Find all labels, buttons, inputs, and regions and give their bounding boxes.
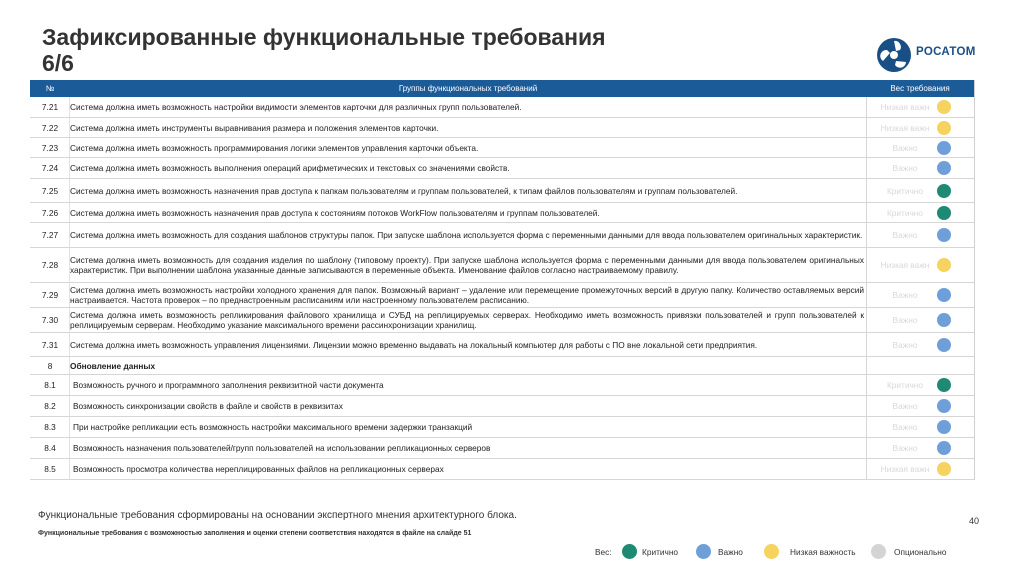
row-weight-cell [866, 97, 975, 117]
row-weight-dot [937, 121, 951, 135]
row-text: Система должна иметь возможность выполнения операций арифметических и текстовых со значениями свойств. [70, 163, 510, 173]
row-weight-dot [937, 100, 951, 114]
table-row [30, 248, 974, 283]
row-weight-cell [866, 118, 975, 137]
row-weight-label: Низкая важн [880, 260, 930, 270]
row-text: Возможность назначения пользователей/групп пользователей на использовании репликационных серверов [73, 443, 491, 453]
row-number: 7.21 [41, 102, 59, 112]
row-weight-label: Важно [892, 290, 918, 300]
row-weight-dot [937, 206, 951, 220]
row-number: 8.2 [44, 401, 56, 411]
row-text: Возможность ручного и программного заполнения реквизитной части документа [73, 380, 384, 390]
row-number: 7.24 [41, 163, 59, 173]
row-text: Система должна иметь возможность назначения прав доступа к папкам пользователям и группам пользователей, к типам файлов пользователям и группам пользователей. [70, 185, 738, 196]
row-weight-cell [866, 357, 975, 374]
table-row [30, 396, 974, 417]
table-header [30, 80, 974, 97]
row-weight-cell [866, 308, 975, 332]
row-weight-label: Важно [892, 339, 918, 350]
row-number: 7.31 [41, 339, 59, 350]
row-weight-cell [866, 158, 975, 178]
page-title-line2: 6/6 [42, 50, 74, 76]
row-number: 7.29 [41, 290, 59, 300]
row-number: 8.1 [44, 380, 56, 390]
row-weight-cell [866, 396, 975, 416]
table-row [30, 158, 974, 179]
row-text: Система должна иметь возможность настройки видимости элементов карточки для различных групп пользователей. [70, 102, 522, 112]
row-weight-dot [937, 378, 951, 392]
legend-low-dot [764, 544, 779, 559]
row-weight-dot [937, 462, 951, 476]
row-weight-label: Критично [886, 207, 924, 218]
row-number: 7.30 [41, 315, 59, 325]
row-weight-dot [937, 441, 951, 455]
table-row [30, 97, 974, 118]
row-text: Возможность синхронизации свойств в файле и свойств в реквизитах [73, 401, 343, 411]
row-weight-dot [937, 161, 951, 175]
row-number: 8.5 [44, 464, 56, 474]
legend-optional-label: Опционально [894, 547, 947, 557]
legend-critical-dot [622, 544, 637, 559]
row-weight-dot [937, 338, 951, 352]
row-number: 8.4 [44, 443, 56, 453]
row-weight-dot [937, 228, 951, 242]
row-number: 7.25 [41, 185, 59, 196]
row-number: 8.3 [44, 422, 56, 432]
table-row [30, 308, 974, 333]
header-group: Группы функциональных требований [398, 84, 538, 93]
legend-optional-dot [871, 544, 886, 559]
row-text: Система должна иметь возможность настройки холодного хранения для папок. Возможный вариант – удаление или перемещение промежуточных версий в другую папку. Количество оставляемых версий настраивается. Частота проверок – по преднастроенным расписаниям или настроенному пользователем расписанию. [70, 285, 864, 305]
row-text: Система должна иметь возможность программирования логики элементов управления карточки объекта. [70, 142, 479, 153]
row-number: 7.26 [41, 207, 59, 218]
row-weight-label: Важно [892, 315, 918, 325]
row-weight-cell [866, 375, 975, 395]
row-weight-label: Важно [892, 142, 918, 153]
row-weight-cell [866, 417, 975, 437]
row-weight-label: Важно [892, 422, 918, 432]
row-text: Система должна иметь возможность назначения прав доступа к состояниям потоков WorkFlow пользователям и группам пользователей. [70, 207, 600, 218]
row-weight-dot [937, 420, 951, 434]
footnote: Функциональные требования сформированы на основании экспертного мнения архитектурного блока. [38, 510, 517, 521]
row-text: Система должна иметь возможность для создания изделия по шаблону (типовому проекту). При запуске шаблона используется форма с переменными данными для ввода пользователем оригинальных характеристик. При выполнении шаблона указанные данные записываются в переменные объекта. Именование файлов согласно настраиваемому правилу. [70, 255, 864, 275]
row-weight-cell [866, 138, 975, 157]
table-row [30, 223, 974, 248]
row-weight-dot [937, 141, 951, 155]
row-weight-label: Важно [892, 230, 918, 240]
row-weight-label: Важно [892, 401, 918, 411]
row-number: 7.23 [41, 142, 59, 153]
row-weight-cell [866, 333, 975, 356]
page-number: 40 [969, 516, 980, 526]
header-weight: Вес требования [890, 84, 950, 93]
row-text: Система должна иметь возможность репликирования файлового хранилища и СУБД на реплицируемых серверах. Необходимо иметь возможность привязки пользователей и групп пользователей к реплицируемым серверам. Необходимо указание максимального времени рассинхронизации хранилищ. [70, 310, 864, 330]
row-weight-label: Низкая важн [880, 464, 930, 474]
row-weight-dot [937, 258, 951, 272]
row-number: 7.28 [41, 260, 59, 270]
row-weight-cell [866, 203, 975, 222]
row-weight-cell [866, 223, 975, 247]
table-row [30, 118, 974, 138]
table-row [30, 357, 974, 375]
row-weight-label: Важно [892, 443, 918, 453]
row-weight-label: Низкая важн [880, 102, 930, 112]
page-title [42, 24, 606, 76]
row-weight-cell [866, 283, 975, 307]
table-row [30, 138, 974, 158]
row-text: Система должна иметь возможность для создания шаблонов структуры папок. При запуске шаблона используется форма с переменными данными для ввода пользователем оригинальных характеристик. [70, 230, 863, 240]
row-weight-dot [937, 313, 951, 327]
table-row [30, 203, 974, 223]
row-weight-cell [866, 179, 975, 202]
row-number: 7.27 [41, 230, 59, 240]
row-weight-cell [866, 459, 975, 479]
row-number: 8 [47, 360, 53, 371]
row-text: Система должна иметь инструменты выравнивания размера и положения элементов карточки. [70, 122, 439, 133]
row-weight-label: Критично [886, 185, 924, 196]
table-row [30, 333, 974, 357]
legend-label: Вес: [595, 547, 612, 557]
page-title-line1: Зафиксированные функциональные требования [42, 24, 606, 50]
header-num: № [45, 84, 55, 93]
legend-important-dot [696, 544, 711, 559]
rosatom-logo [876, 36, 986, 74]
row-text: Возможность просмотра количества нереплицированных файлов на репликационных серверах [73, 464, 444, 474]
legend-important-label: Важно [718, 547, 743, 557]
row-number: 7.22 [41, 122, 59, 133]
table-row [30, 438, 974, 459]
row-text: Система должна иметь возможность управления лицензиями. Лицензии можно временно выдавать на локальный компьютер для работы с ПО вне локальной сети предприятия. [70, 339, 758, 350]
footnote-source: Функциональные требования с возможностью заполнения и оценки степени соответствия находятся в файле на слайде 51 [38, 530, 472, 537]
table-row [30, 459, 974, 480]
row-text: При настройке репликации есть возможность настройки максимального времени задержки транзакций [73, 422, 473, 432]
table-row [30, 417, 974, 438]
legend-critical-label: Критично [642, 547, 679, 557]
row-weight-cell [866, 438, 975, 458]
logo-text: РОСАТОМ [916, 46, 976, 58]
row-text: Обновление данных [70, 360, 156, 371]
table-row [30, 375, 974, 396]
legend-low-label: Низкая важность [790, 547, 856, 557]
table-row [30, 179, 974, 203]
rosatom-logo-icon [876, 37, 912, 73]
row-weight-dot [937, 288, 951, 302]
row-weight-label: Критично [886, 380, 924, 390]
row-weight-label: Важно [892, 163, 918, 173]
table-row [30, 283, 974, 308]
row-weight-label: Низкая важн [880, 122, 930, 133]
row-weight-dot [937, 399, 951, 413]
row-weight-dot [937, 184, 951, 198]
row-weight-cell [866, 248, 975, 282]
requirements-table [30, 80, 975, 480]
